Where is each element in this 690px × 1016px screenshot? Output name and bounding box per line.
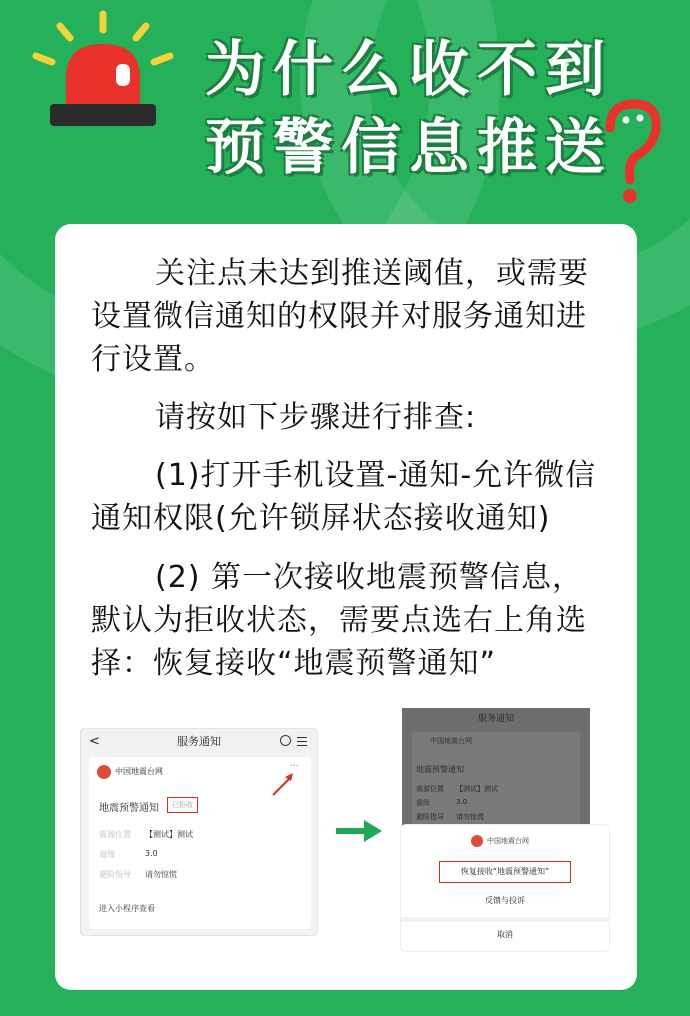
brand-name: 中国地震台网 — [487, 837, 529, 845]
paragraph-step-1: (1)打开手机设置-通知-允许微信通知权限(允许锁屏状态接收通知) — [91, 458, 597, 536]
screenshot-title: 服务通知 — [477, 714, 514, 724]
question-mark-icon — [596, 98, 666, 208]
row-key: 震级 — [99, 850, 115, 859]
red-arrow-icon — [269, 769, 299, 799]
row-key: 避险指导 — [416, 813, 444, 821]
notice-card-dimmed — [412, 732, 580, 828]
row-value: 3.0 — [145, 849, 158, 858]
search-icon — [280, 735, 291, 746]
divider — [401, 917, 609, 922]
feedback-button[interactable]: 反馈与投诉 — [485, 896, 525, 905]
paragraph-step-2: (2) 第一次接收地震预警信息，默认为拒收状态，需要点选右上角选择：恢复接收“地震预警通知” — [91, 560, 587, 681]
status-badge: 已拒收 — [167, 797, 198, 813]
cancel-button[interactable]: 取消 — [497, 930, 513, 939]
page-title-line1: 为什么收不到 — [205, 35, 613, 105]
screenshot-title: 服务通知 — [177, 735, 221, 748]
more-dots: ··· — [289, 761, 299, 772]
brand-name: 中国地震台网 — [430, 737, 472, 745]
brand-name: 中国地震台网 — [115, 767, 163, 776]
green-arrow-icon — [336, 818, 382, 844]
row-value: 请勿惊慌 — [145, 870, 177, 879]
back-icon: < — [89, 734, 100, 749]
row-value: 3.0 — [456, 798, 468, 806]
row-key: 避险指导 — [99, 870, 131, 879]
action-sheet — [400, 824, 610, 952]
left-screenshot — [80, 728, 318, 936]
menu-icon — [297, 737, 307, 746]
row-key: 震级 — [416, 799, 430, 807]
logo-icon — [97, 765, 111, 779]
notice-label: 地震预警通知 — [99, 803, 159, 814]
notice-label: 地震预警通知 — [416, 765, 464, 774]
restore-receive-button[interactable]: 恢复接收“地震预警通知” — [439, 861, 571, 883]
page-title-line2: 预警信息推送 — [205, 113, 613, 183]
siren-icon — [28, 8, 178, 138]
notice-card — [89, 757, 311, 929]
row-key: 震源位置 — [99, 830, 131, 839]
logo-icon — [471, 835, 483, 847]
paragraph-reason: 关注点未达到推送阈值，或需要设置微信通知的权限并对服务通知进行设置。 — [91, 256, 589, 377]
right-screenshot — [402, 708, 590, 828]
paragraph-steps-intro: 请按如下步骤进行排查: — [155, 400, 477, 435]
row-key: 震源位置 — [416, 785, 444, 793]
row-value: 【测试】测试 — [456, 785, 498, 793]
miniprogram-link: 进入小程序查看 — [99, 904, 155, 913]
row-value: 【测试】测试 — [145, 830, 193, 839]
row-value: 请勿惊慌 — [456, 813, 484, 821]
